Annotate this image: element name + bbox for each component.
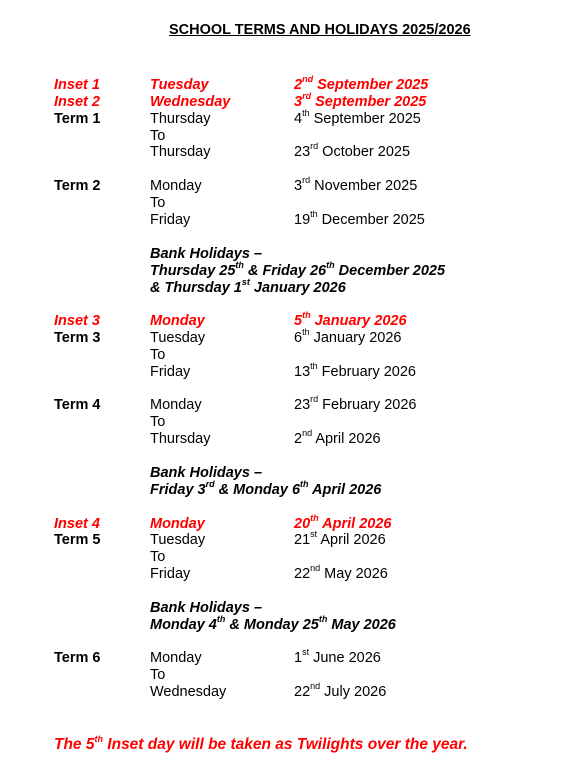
date-day: 2 bbox=[294, 431, 303, 447]
row-date bbox=[294, 327, 402, 347]
row-date bbox=[294, 310, 407, 330]
text-fragment: Monday 4 bbox=[150, 617, 217, 633]
date-day: 13 bbox=[294, 364, 311, 380]
term-row bbox=[0, 327, 574, 347]
date-day: 4 bbox=[294, 111, 303, 127]
text-fragment: & Thursday 1 bbox=[150, 280, 242, 296]
term-row bbox=[0, 529, 574, 549]
continuation-row bbox=[0, 414, 574, 431]
text-fragment: Bank Holidays – bbox=[150, 600, 263, 616]
date-ordinal-suffix: th bbox=[302, 327, 310, 338]
row-label: Term 2 bbox=[54, 178, 101, 194]
row-label: Term 1 bbox=[54, 111, 101, 127]
bank-holidays-heading bbox=[150, 600, 262, 616]
text-fragment: & Monday 6 bbox=[214, 482, 301, 498]
footer-note bbox=[54, 733, 468, 754]
date-day: 23 bbox=[294, 144, 311, 160]
row-date bbox=[294, 394, 417, 414]
text-fragment: The 5 bbox=[54, 736, 95, 753]
date-rest: April 2026 bbox=[317, 532, 386, 548]
date-day: 23 bbox=[294, 397, 311, 413]
date-day: 22 bbox=[294, 684, 311, 700]
row-label: Term 4 bbox=[54, 397, 101, 413]
row-day: To bbox=[150, 549, 166, 565]
date-rest: September 2025 bbox=[313, 77, 429, 93]
date-ordinal-suffix: rd bbox=[310, 394, 319, 405]
date-day: 20 bbox=[294, 516, 311, 532]
row-day: To bbox=[150, 347, 166, 363]
bank-holidays-heading bbox=[150, 246, 262, 262]
date-day: 6 bbox=[294, 330, 303, 346]
row-date bbox=[294, 513, 392, 533]
text-fragment: Friday 3 bbox=[150, 482, 206, 498]
date-day: 3 bbox=[294, 94, 303, 110]
ordinal-suffix: th bbox=[318, 614, 328, 625]
term-row bbox=[0, 647, 574, 667]
page-title: SCHOOL TERMS AND HOLIDAYS 2025/2026 bbox=[169, 22, 471, 38]
text-fragment: & Monday 25 bbox=[225, 617, 319, 633]
row-day: Wednesday bbox=[150, 94, 231, 110]
row-day: Friday bbox=[150, 364, 191, 380]
date-day: 19 bbox=[294, 212, 311, 228]
date-rest: February 2026 bbox=[317, 364, 416, 380]
ordinal-suffix: th bbox=[235, 260, 244, 271]
row-day: Friday bbox=[150, 212, 191, 228]
date-ordinal-suffix: th bbox=[310, 361, 318, 372]
row-date bbox=[294, 681, 387, 701]
row-date bbox=[294, 175, 418, 195]
inset-row bbox=[0, 74, 574, 94]
date-ordinal-suffix: th bbox=[310, 513, 319, 524]
row-label: Term 5 bbox=[54, 532, 101, 548]
date-rest: January 2026 bbox=[310, 313, 407, 329]
continuation-row bbox=[0, 141, 574, 161]
bank-holidays-line bbox=[150, 260, 446, 279]
date-ordinal-suffix: nd bbox=[310, 681, 321, 692]
row-day: Monday bbox=[150, 650, 202, 666]
date-rest: September 2025 bbox=[309, 111, 421, 127]
row-day: To bbox=[150, 667, 166, 683]
row-date bbox=[294, 647, 381, 667]
inset-row bbox=[0, 310, 574, 330]
row-date bbox=[294, 91, 427, 111]
text-fragment: April 2026 bbox=[308, 482, 382, 498]
row-label: Term 6 bbox=[54, 650, 101, 666]
date-day: 21 bbox=[294, 532, 311, 548]
date-ordinal-suffix: th bbox=[302, 310, 311, 321]
row-date bbox=[294, 361, 416, 381]
ordinal-suffix: th bbox=[216, 614, 226, 625]
continuation-row bbox=[0, 195, 574, 212]
row-day: Wednesday bbox=[150, 684, 227, 700]
continuation-row bbox=[0, 667, 574, 684]
row-date bbox=[294, 108, 421, 128]
row-label: Term 3 bbox=[54, 330, 101, 346]
row-day: Thursday bbox=[150, 431, 211, 447]
text-fragment: December 2025 bbox=[334, 263, 446, 279]
date-ordinal-suffix: th bbox=[302, 108, 310, 119]
continuation-row bbox=[0, 563, 574, 583]
date-rest: November 2025 bbox=[310, 178, 418, 194]
date-rest: October 2025 bbox=[318, 144, 411, 160]
ordinal-suffix: st bbox=[241, 277, 250, 288]
date-rest: September 2025 bbox=[311, 94, 427, 110]
inset-row bbox=[0, 513, 574, 533]
date-day: 3 bbox=[294, 178, 303, 194]
bank-holidays-line bbox=[150, 614, 396, 633]
bank-holidays-line bbox=[150, 277, 346, 296]
continuation-row bbox=[0, 209, 574, 229]
date-ordinal-suffix: rd bbox=[302, 91, 312, 102]
date-ordinal-suffix: st bbox=[302, 647, 310, 658]
row-date bbox=[294, 141, 411, 161]
date-rest: July 2026 bbox=[320, 684, 387, 700]
continuation-row bbox=[0, 347, 574, 364]
date-rest: April 2026 bbox=[318, 516, 392, 532]
date-ordinal-suffix: th bbox=[310, 209, 318, 220]
date-ordinal-suffix: nd bbox=[302, 74, 314, 85]
row-day: To bbox=[150, 128, 166, 144]
text-fragment: Bank Holidays – bbox=[150, 465, 263, 481]
date-day: 22 bbox=[294, 566, 311, 582]
ordinal-suffix: rd bbox=[205, 479, 215, 490]
date-day: 5 bbox=[294, 313, 303, 329]
row-date bbox=[294, 529, 386, 549]
row-day: Monday bbox=[150, 313, 205, 329]
row-day: To bbox=[150, 195, 166, 211]
term-row bbox=[0, 394, 574, 414]
row-date bbox=[294, 74, 429, 94]
date-ordinal-suffix: rd bbox=[310, 141, 319, 152]
continuation-row bbox=[0, 681, 574, 701]
date-rest: February 2026 bbox=[318, 397, 417, 413]
row-day: Friday bbox=[150, 566, 191, 582]
text-fragment: Thursday 25 bbox=[150, 263, 236, 279]
row-date bbox=[294, 428, 381, 448]
term-row bbox=[0, 108, 574, 128]
term-row bbox=[0, 175, 574, 195]
text-fragment: May 2026 bbox=[327, 617, 396, 633]
date-day: 1 bbox=[294, 650, 303, 666]
date-rest: December 2025 bbox=[317, 212, 425, 228]
row-date bbox=[294, 209, 425, 229]
date-rest: January 2026 bbox=[309, 330, 402, 346]
row-day: Tuesday bbox=[150, 77, 209, 93]
date-ordinal-suffix: rd bbox=[302, 175, 311, 186]
continuation-row bbox=[0, 128, 574, 145]
ordinal-suffix: th bbox=[300, 479, 309, 490]
ordinal-suffix: th bbox=[326, 260, 335, 271]
date-ordinal-suffix: nd bbox=[302, 428, 313, 439]
ordinal-suffix: th bbox=[94, 733, 103, 744]
row-date bbox=[294, 563, 388, 583]
continuation-row bbox=[0, 361, 574, 381]
date-ordinal-suffix: st bbox=[310, 529, 318, 540]
text-fragment: Inset day will be taken as Twilights over the year. bbox=[102, 736, 468, 753]
text-fragment: & Friday 26 bbox=[243, 263, 327, 279]
date-day: 2 bbox=[294, 77, 303, 93]
date-ordinal-suffix: nd bbox=[310, 563, 321, 574]
date-rest: June 2026 bbox=[309, 650, 381, 666]
row-day: Thursday bbox=[150, 111, 211, 127]
text-fragment: Bank Holidays – bbox=[150, 246, 263, 262]
row-day: To bbox=[150, 414, 166, 430]
bank-holidays-line bbox=[150, 479, 382, 498]
date-rest: April 2026 bbox=[312, 431, 381, 447]
row-day: Monday bbox=[150, 397, 202, 413]
row-day: Tuesday bbox=[150, 532, 206, 548]
row-label: Inset 1 bbox=[54, 77, 100, 93]
text-fragment: January 2026 bbox=[249, 280, 346, 296]
row-day: Tuesday bbox=[150, 330, 206, 346]
row-label: Inset 4 bbox=[54, 516, 100, 532]
row-label: Inset 3 bbox=[54, 313, 100, 329]
date-rest: May 2026 bbox=[320, 566, 388, 582]
row-label: Inset 2 bbox=[54, 94, 100, 110]
row-day: Thursday bbox=[150, 144, 211, 160]
inset-row bbox=[0, 91, 574, 111]
continuation-row bbox=[0, 428, 574, 448]
continuation-row bbox=[0, 549, 574, 566]
row-day: Monday bbox=[150, 178, 202, 194]
row-day: Monday bbox=[150, 516, 205, 532]
